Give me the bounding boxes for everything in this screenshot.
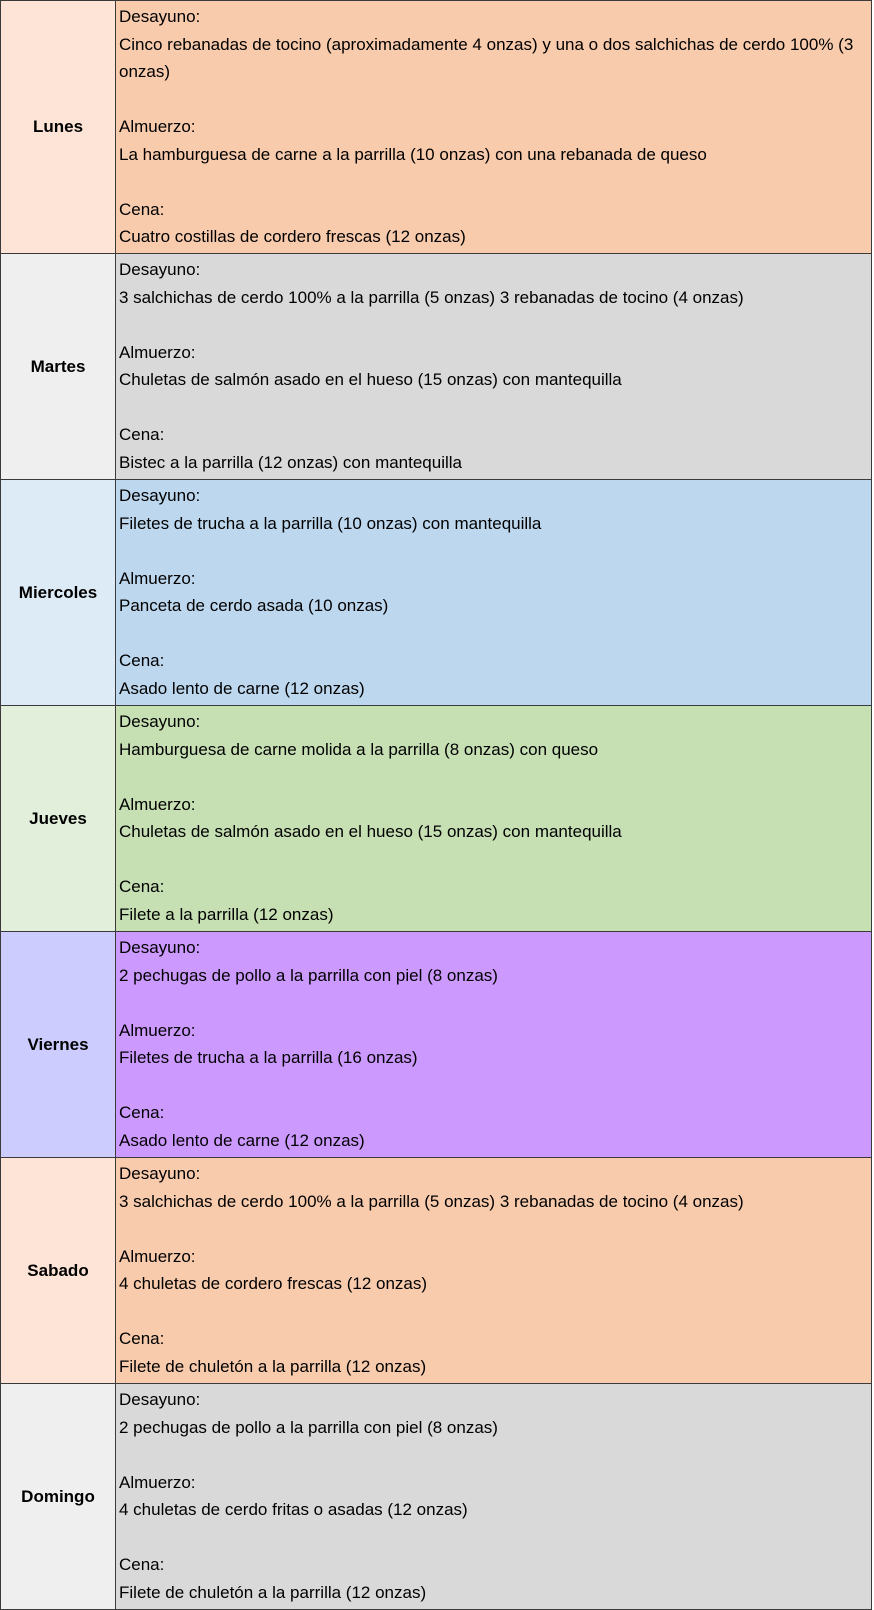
day-name-cell [1, 1384, 116, 1610]
day-row-miercoles [1, 480, 872, 706]
lunch-entry [119, 1243, 868, 1298]
breakfast-entry [119, 934, 868, 989]
meal-text: Panceta de cerdo asada (10 onzas) [119, 596, 389, 615]
dinner-entry [119, 421, 868, 476]
day-name-cell [1, 1158, 116, 1384]
meal-text: Filetes de trucha a la parrilla (16 onzas) [119, 1048, 418, 1067]
meals-cell [116, 932, 872, 1158]
lunch-entry [119, 565, 868, 620]
dinner-entry [119, 1551, 868, 1606]
meals-cell [116, 480, 872, 706]
meal-label: Almuerzo: [119, 117, 196, 136]
breakfast-entry [119, 3, 868, 86]
meal-label: Cena: [119, 1555, 165, 1574]
day-name-cell [1, 254, 116, 480]
meal-label: Desayuno: [119, 938, 201, 957]
meal-label: Almuerzo: [119, 568, 196, 588]
dinner-entry [119, 196, 868, 251]
lunch-entry [119, 113, 868, 168]
meal-text: Cinco rebanadas de tocino (aproximadamente 4 onzas) y una o dos salchichas de cerdo 100% (3 onzas) [119, 34, 854, 81]
breakfast-entry [119, 708, 868, 763]
day-name-cell [1, 1, 116, 254]
day-name: Martes [30, 356, 86, 376]
dinner-entry [119, 1099, 868, 1154]
meals-cell [116, 706, 872, 932]
breakfast-entry [119, 1160, 868, 1215]
meal-text: Asado lento de carne (12 onzas) [119, 1130, 365, 1150]
meal-label: Almuerzo: [119, 1246, 196, 1266]
meal-label: Desayuno: [119, 486, 201, 505]
meal-text: 4 chuletas de cordero frescas (12 onzas) [119, 1274, 428, 1293]
breakfast-entry [119, 1386, 868, 1441]
meal-text: Filetes de trucha a la parrilla (10 onzas) con mantequilla [119, 513, 542, 533]
meal-text: 2 pechugas de pollo a la parrilla con piel (8 onzas) [119, 965, 498, 985]
meal-text: 3 salchichas de cerdo 100% a la parrilla (5 onzas) 3 rebanadas de tocino (4 onzas) [119, 287, 744, 307]
meal-label: Almuerzo: [119, 794, 196, 814]
day-row-viernes [1, 932, 872, 1158]
meal-text: Chuletas de salmón asado en el hueso (15 onzas) con mantequilla [119, 370, 622, 389]
meal-label: Desayuno: [119, 712, 201, 731]
day-name: Sabado [27, 1260, 89, 1280]
meal-label: Desayuno: [119, 1390, 201, 1409]
meal-text: 2 pechugas de pollo a la parrilla con piel (8 onzas) [119, 1417, 498, 1437]
day-name: Viernes [27, 1034, 89, 1054]
day-name: Miercoles [18, 582, 98, 602]
meals-cell [116, 1158, 872, 1384]
day-name-cell [1, 480, 116, 706]
meal-text: Filete a la parrilla (12 onzas) [119, 904, 334, 924]
meal-text: Asado lento de carne (12 onzas) [119, 678, 365, 698]
breakfast-entry [119, 256, 868, 311]
meal-text: Filete de chuletón a la parrilla (12 onzas) [119, 1582, 427, 1602]
meal-label: Cena: [119, 199, 165, 219]
meal-text: 3 salchichas de cerdo 100% a la parrilla (5 onzas) 3 rebanadas de tocino (4 onzas) [119, 1191, 744, 1211]
lunch-entry [119, 1469, 868, 1524]
meal-label: Desayuno: [119, 7, 201, 26]
meal-label: Desayuno: [119, 1164, 201, 1183]
meal-label: Cena: [119, 877, 165, 896]
day-row-martes [1, 254, 872, 480]
meal-text: 4 chuletas de cerdo fritas o asadas (12 onzas) [119, 1500, 468, 1519]
meal-label: Almuerzo: [119, 1020, 196, 1040]
lunch-entry [119, 1017, 868, 1072]
meal-label: Almuerzo: [119, 342, 196, 362]
meal-label: Cena: [119, 1329, 165, 1348]
meal-text: Chuletas de salmón asado en el hueso (15 onzas) con mantequilla [119, 822, 622, 841]
lunch-entry [119, 791, 868, 846]
day-row-domingo [1, 1384, 872, 1610]
meal-label: Almuerzo: [119, 1472, 196, 1492]
meal-label: Cena: [119, 425, 165, 444]
meals-cell [116, 254, 872, 480]
meal-label: Desayuno: [119, 260, 201, 279]
meal-label: Cena: [119, 651, 165, 670]
day-name-cell [1, 932, 116, 1158]
meal-text: La hamburguesa de carne a la parrilla (10 onzas) con una rebanada de queso [119, 144, 707, 164]
meal-text: Filete de chuletón a la parrilla (12 onzas) [119, 1356, 427, 1376]
meal-label: Cena: [119, 1103, 165, 1122]
dinner-entry [119, 873, 868, 928]
meal-text: Bistec a la parrilla (12 onzas) con mantequilla [119, 452, 463, 472]
day-name-cell [1, 706, 116, 932]
day-row-lunes [1, 1, 872, 254]
dinner-entry [119, 647, 868, 702]
breakfast-entry [119, 482, 868, 537]
meals-cell [116, 1384, 872, 1610]
meal-text: Hamburguesa de carne molida a la parrilla (8 onzas) con queso [119, 739, 599, 759]
lunch-entry [119, 339, 868, 394]
meals-cell [116, 1, 872, 254]
meal-text: Cuatro costillas de cordero frescas (12 onzas) [119, 227, 466, 246]
day-name: Domingo [21, 1486, 95, 1506]
dinner-entry [119, 1325, 868, 1380]
day-name: Lunes [32, 117, 84, 136]
day-row-sabado [1, 1158, 872, 1384]
day-name: Jueves [29, 808, 87, 828]
day-row-jueves [1, 706, 872, 932]
